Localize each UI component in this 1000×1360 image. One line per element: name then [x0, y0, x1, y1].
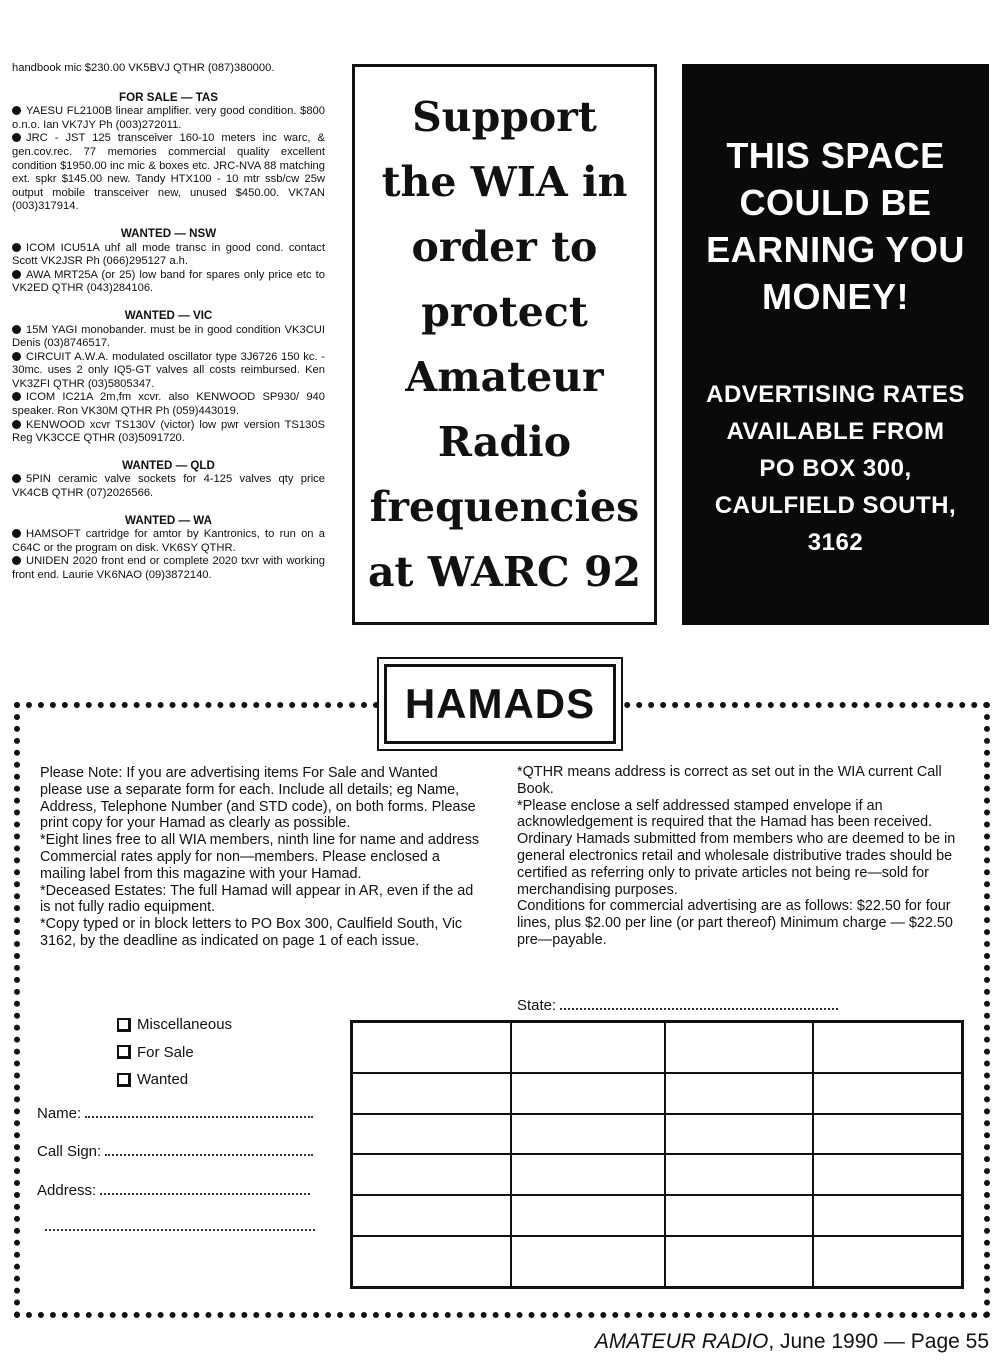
entry-cell[interactable] — [665, 1114, 813, 1155]
entry-cell[interactable] — [665, 1022, 813, 1073]
name-field[interactable] — [37, 1105, 313, 1122]
name-entry-line[interactable] — [85, 1105, 313, 1118]
advertising-box — [682, 64, 989, 625]
call-sign-field[interactable] — [37, 1143, 313, 1160]
note-paragraph: *Eight lines free to all WIA members, ninth line for name and address Commercial rates apply for non—members. Please enclosed a mailing label from this magazine with your Hamad. — [40, 832, 480, 882]
entry-cell[interactable] — [665, 1073, 813, 1114]
section-heading: WANTED — QLD — [122, 458, 215, 472]
issue-and-page: , June 1990 — Page 55 — [768, 1330, 989, 1353]
listing-item: HAMSOFT cartridge for amtor by Kantronics, to run on a C64C or the program on disk. VK6SY QTHR. — [12, 528, 325, 554]
support-wia-box — [352, 64, 657, 625]
listing-item: 5PIN ceramic valve sockets for 4-125 valves qty price VK4CB QTHR (07)2026566. — [12, 473, 325, 500]
entry-cell[interactable] — [511, 1022, 665, 1073]
section-wanted-wa — [12, 514, 325, 583]
bullet-icon — [12, 270, 21, 279]
support-wia-text: Support the WIA in order to protect Amateur Radio frequencies at WARC 92 — [367, 92, 642, 596]
note-paragraph: *Copy typed or in block letters to PO Box 300, Caulfield South, Vic 3162, by the deadline as indicated on page 1 of each issue. — [40, 916, 463, 949]
listing-item: YAESU FL2100B linear amplifier. very good condition. $800 o.n.o. Ian VK7JY Ph (003)272011. — [12, 105, 325, 131]
section-wanted-vic — [12, 309, 325, 446]
category-checkboxes — [117, 1011, 232, 1094]
table-row — [352, 1236, 963, 1287]
advertising-details: ADVERTISING RATES AVAILABLE FROM PO BOX 300, CAULFIELD SOUTH, 3162 — [706, 381, 965, 556]
checkbox-for-sale[interactable]: For Sale — [117, 1039, 232, 1067]
name-label: Name: — [37, 1105, 82, 1122]
entry-cell[interactable] — [352, 1195, 511, 1236]
address-field-continued[interactable] — [45, 1218, 315, 1235]
checkbox-square-icon[interactable] — [117, 1018, 131, 1032]
address-field[interactable] — [37, 1182, 310, 1199]
entry-cell[interactable] — [813, 1022, 962, 1073]
checkbox-miscellaneous[interactable]: Miscellaneous — [117, 1011, 232, 1039]
state-field[interactable] — [517, 997, 838, 1014]
entry-cell[interactable] — [813, 1114, 962, 1155]
advertising-headline: THIS SPACE COULD BE EARNING YOU MONEY! — [706, 135, 965, 317]
checkbox-square-icon[interactable] — [117, 1073, 131, 1087]
entry-cell[interactable] — [352, 1022, 511, 1073]
classified-column — [12, 62, 325, 596]
note-paragraph: *QTHR means address is correct as set out in the WIA current Call Book. — [517, 764, 942, 797]
listing-item: CIRCUIT A.W.A. modulated oscillator type 3J6726 150 kc. - 30mc. uses 2 only IQ5-GT valves all costs reimbursed. Ken VK3ZFI QTHR (03)5805347. — [12, 350, 325, 390]
section-wanted-qld — [12, 459, 325, 501]
hamads-notes-right — [517, 764, 967, 949]
call-sign-entry-line[interactable] — [105, 1143, 313, 1156]
entry-cell[interactable] — [665, 1236, 813, 1287]
checkbox-square-icon[interactable] — [117, 1045, 131, 1059]
bullet-icon — [12, 474, 21, 483]
entry-cell[interactable] — [813, 1236, 962, 1287]
table-row — [352, 1154, 963, 1195]
listing-item: JRC - JST 125 transceiver 160-10 meters inc warc, & gen.cov.rec. 77 memories commercial quality excellent condition $1950.00 inc mic & boxes etc. JRC-NVA 88 matching ext. spkr $145.00 new. Tandy HTX100 - 10 mtr ssb/cw 25w output mobile transceiver new, unused $450.00. VK7AN (003)317914. — [12, 132, 325, 213]
section-heading: WANTED — VIC — [124, 308, 213, 322]
address-label: Address: — [37, 1182, 97, 1199]
listing-item: KENWOOD xcvr TS130V (victor) low pwr version TS130S Reg VK3CCE QTHR (03)5091720. — [12, 418, 325, 445]
bullet-icon — [12, 325, 21, 334]
entry-cell[interactable] — [352, 1073, 511, 1114]
bullet-icon — [12, 420, 21, 429]
magazine-name: AMATEUR RADIO — [594, 1330, 769, 1353]
bullet-icon — [12, 243, 21, 252]
listing-item: UNIDEN 2020 front end or complete 2020 txvr with working front end. Laurie VK6NAO (09)3872140. — [12, 555, 325, 581]
section-for-sale-tas — [12, 91, 325, 214]
table-row — [352, 1022, 963, 1073]
table-row — [352, 1114, 963, 1155]
entry-cell[interactable] — [352, 1114, 511, 1155]
listing-item: ICOM ICU51A uhf all mode transc in good cond. contact Scott VK2JSR Ph (066)295127 a.h. — [12, 241, 325, 268]
continued-listing: handbook mic $230.00 VK5BVJ QTHR (087)380000. — [12, 62, 275, 74]
hamad-entry-grid — [350, 1020, 964, 1289]
section-wanted-nsw — [12, 227, 325, 296]
state-label: State: — [517, 997, 557, 1014]
entry-cell[interactable] — [813, 1195, 962, 1236]
listing-item: 15M YAGI monobander. must be in good condition VK3CUI Denis (03)8746517. — [12, 323, 325, 350]
section-heading: FOR SALE — TAS — [119, 90, 218, 104]
section-heading: WANTED — WA — [125, 513, 212, 527]
entry-cell[interactable] — [813, 1154, 962, 1195]
entry-cell[interactable] — [665, 1195, 813, 1236]
checkbox-wanted[interactable]: Wanted — [117, 1066, 232, 1094]
page-footer — [595, 1330, 989, 1354]
bullet-icon — [12, 556, 21, 565]
note-paragraph: Conditions for commercial advertising are as follows: $22.50 for four lines, plus $2.00 per line (or part thereof) Minimum charge — $22.50 pre—payable. — [517, 898, 953, 948]
address-entry-line-2[interactable] — [45, 1218, 315, 1231]
address-entry-line[interactable] — [100, 1182, 310, 1195]
bullet-icon — [12, 392, 21, 401]
listing-item: AWA MRT25A (or 25) low band for spares only price etc to VK2ED QTHR (043)284106. — [12, 268, 325, 295]
entry-cell[interactable] — [511, 1114, 665, 1155]
entry-cell[interactable] — [813, 1073, 962, 1114]
note-paragraph: *Deceased Estates: The full Hamad will appear in AR, even if the ad is not fully radio equipment. — [40, 882, 474, 916]
entry-cell[interactable] — [511, 1195, 665, 1236]
note-paragraph: Please Note: If you are advertising items For Sale and Wanted please use a separate form for each. Include all details; eg Name, Address, Telephone Number (and STD code), on both forms. Please print copy for your Hamad as clearly as possible. — [40, 765, 476, 832]
entry-cell[interactable] — [511, 1073, 665, 1114]
entry-cell[interactable] — [511, 1154, 665, 1195]
bullet-icon — [12, 529, 21, 538]
note-paragraph: Ordinary Hamads submitted from members who are deemed to be in general electronics retail and wholesale distributive trades should be certified as referring only to private articles not being re—sold for merchandising purposes. — [517, 831, 956, 898]
entry-cell[interactable] — [511, 1236, 665, 1287]
hamads-logo — [377, 657, 623, 751]
listing-item: ICOM IC21A 2m,fm xcvr. also KENWOOD SP930/ 940 speaker. Ron VK30M QTHR Ph (059)443019. — [12, 391, 325, 418]
note-paragraph: *Please enclose a self addressed stamped envelope if an acknowledgement is required that the Hamad has been received. — [517, 797, 933, 831]
table-row — [352, 1073, 963, 1114]
table-row — [352, 1195, 963, 1236]
section-heading: WANTED — NSW — [120, 226, 217, 240]
entry-cell[interactable] — [352, 1236, 511, 1287]
call-sign-label: Call Sign: — [37, 1143, 102, 1160]
hamads-title: HAMADS — [404, 680, 596, 727]
bullet-icon — [12, 106, 21, 115]
bullet-icon — [12, 133, 21, 142]
entry-cell[interactable] — [665, 1154, 813, 1195]
bullet-icon — [12, 352, 21, 361]
state-entry-line[interactable] — [560, 997, 838, 1010]
hamads-notes-left — [40, 765, 480, 950]
entry-cell[interactable] — [352, 1154, 511, 1195]
